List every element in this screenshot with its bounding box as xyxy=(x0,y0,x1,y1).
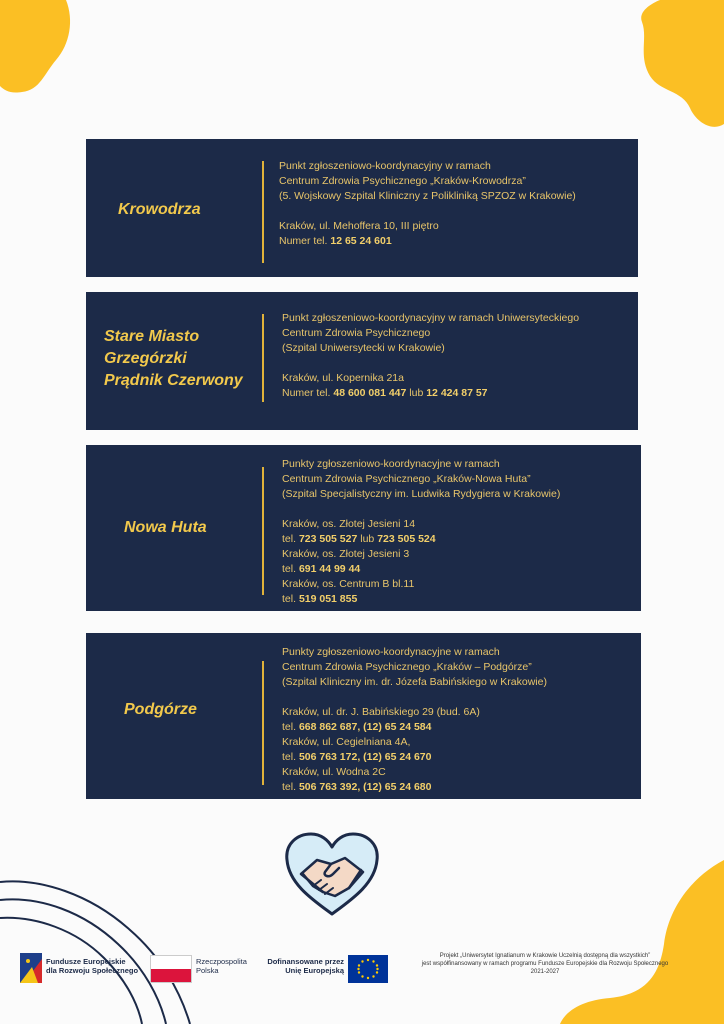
phone-number: 519 051 855 xyxy=(298,593,358,605)
section-card-podgorze xyxy=(86,633,641,799)
district-name: Podgórze xyxy=(124,701,197,718)
divider-line xyxy=(262,314,264,402)
section-card-krowodrza xyxy=(86,139,638,277)
divider-line xyxy=(262,661,264,785)
heart-handshake-icon xyxy=(283,830,381,918)
district-name: Stare Miasto Grzegórzki Prądnik Czerwony xyxy=(104,328,243,389)
phone-number: 723 505 527 xyxy=(298,533,358,545)
phone-number: 48 600 081 447 xyxy=(333,387,407,399)
info-block: Punkt zgłoszeniowo-koordynacyjny w ramach Centrum Zdrowia Psychicznego „Kraków-Krowodrza” (5. Wojskowy Szpital Kliniczny z Polikliniką SPZOZ w Krakowie) Kraków, ul. Mehoffera 10, III piętro Numer tel. 12 65 24 601 xyxy=(279,160,576,247)
phone-number: 12 65 24 601 xyxy=(330,235,392,247)
info-block: Punkty zgłoszeniowo-koordynacyjne w ramach Centrum Zdrowia Psychicznego „Kraków – Podgórze” (Szpital Kliniczny im. dr. Józefa Babińskiego w Krakowie) Kraków, ul. dr. J. Babińskiego 29 (bud. 6A) tel. 668 862 687, (12) 65 24 584 Kraków, ul. Cegielniana 4A, tel. 506 763 172, (12) 65 24 670 Kraków, ul. Wodna 2C tel. 506 763 392, (12) 65 24 680 xyxy=(282,646,547,793)
phone-number-2: 12 424 87 57 xyxy=(426,387,488,399)
bottom-left-wave-lines xyxy=(0,860,200,1024)
fe-logo-icon xyxy=(20,953,42,983)
divider-line xyxy=(262,161,264,263)
phone-number: 668 862 687, (12) 65 24 584 xyxy=(298,721,432,733)
bottom-right-blob xyxy=(540,860,724,1024)
phone-number: 691 44 99 44 xyxy=(298,563,361,575)
phone-number-2: 723 505 524 xyxy=(377,533,436,545)
info-block: Punkt zgłoszeniowo-koordynacyjny w ramach Uniwersyteckiego Centrum Zdrowia Psychicznego (Szpital Uniwersytecki w Krakowie) Kraków, ul. Kopernika 21a Numer tel. 48 600 081 447 lub 12 424 87 57 xyxy=(282,312,580,399)
info-block: Punkty zgłoszeniowo-koordynacyjne w ramach Centrum Zdrowia Psychicznego „Kraków-Nowa Huta” (Szpital Specjalistyczny im. Ludwika Rydygiera w Krakowie) Kraków, os. Złotej Jesieni 14 tel. 723 505 527 lub 723 505 524 Kraków, os. Złotej Jesieni 3 tel. 691 44 99 44 Kraków, os. Centrum B bl.11 tel. 519 051 855 xyxy=(282,458,561,605)
fe-logo-text: Fundusze Europejskie dla Rozwoju Społecznego xyxy=(46,957,139,975)
divider-line xyxy=(262,467,264,595)
top-right-blob xyxy=(620,0,724,140)
rp-logo-text: Rzeczpospolita Polska xyxy=(196,957,247,975)
district-name: Krowodrza xyxy=(118,201,201,218)
top-left-blob xyxy=(0,0,80,100)
phone-number: 506 763 392, (12) 65 24 680 xyxy=(298,781,432,793)
section-card-stare-miasto xyxy=(86,292,638,430)
project-disclaimer: Projekt „Uniwersytet Ignatianum w Krakowie Uczelnią dostępną dla wszystkich” jest współfinansowany w ramach programu Fundusze Europejskie dla Rozwoju Społecznego 2021-2027 xyxy=(421,953,669,975)
eu-flag-icon xyxy=(348,955,388,983)
district-name: Nowa Huta xyxy=(124,519,207,536)
section-card-nowa-huta xyxy=(86,445,641,611)
phone-number: 506 763 172, (12) 65 24 670 xyxy=(298,751,432,763)
ue-logo-text: Dofinansowane przez Unię Europejską xyxy=(267,957,344,975)
poland-flag xyxy=(150,955,192,983)
